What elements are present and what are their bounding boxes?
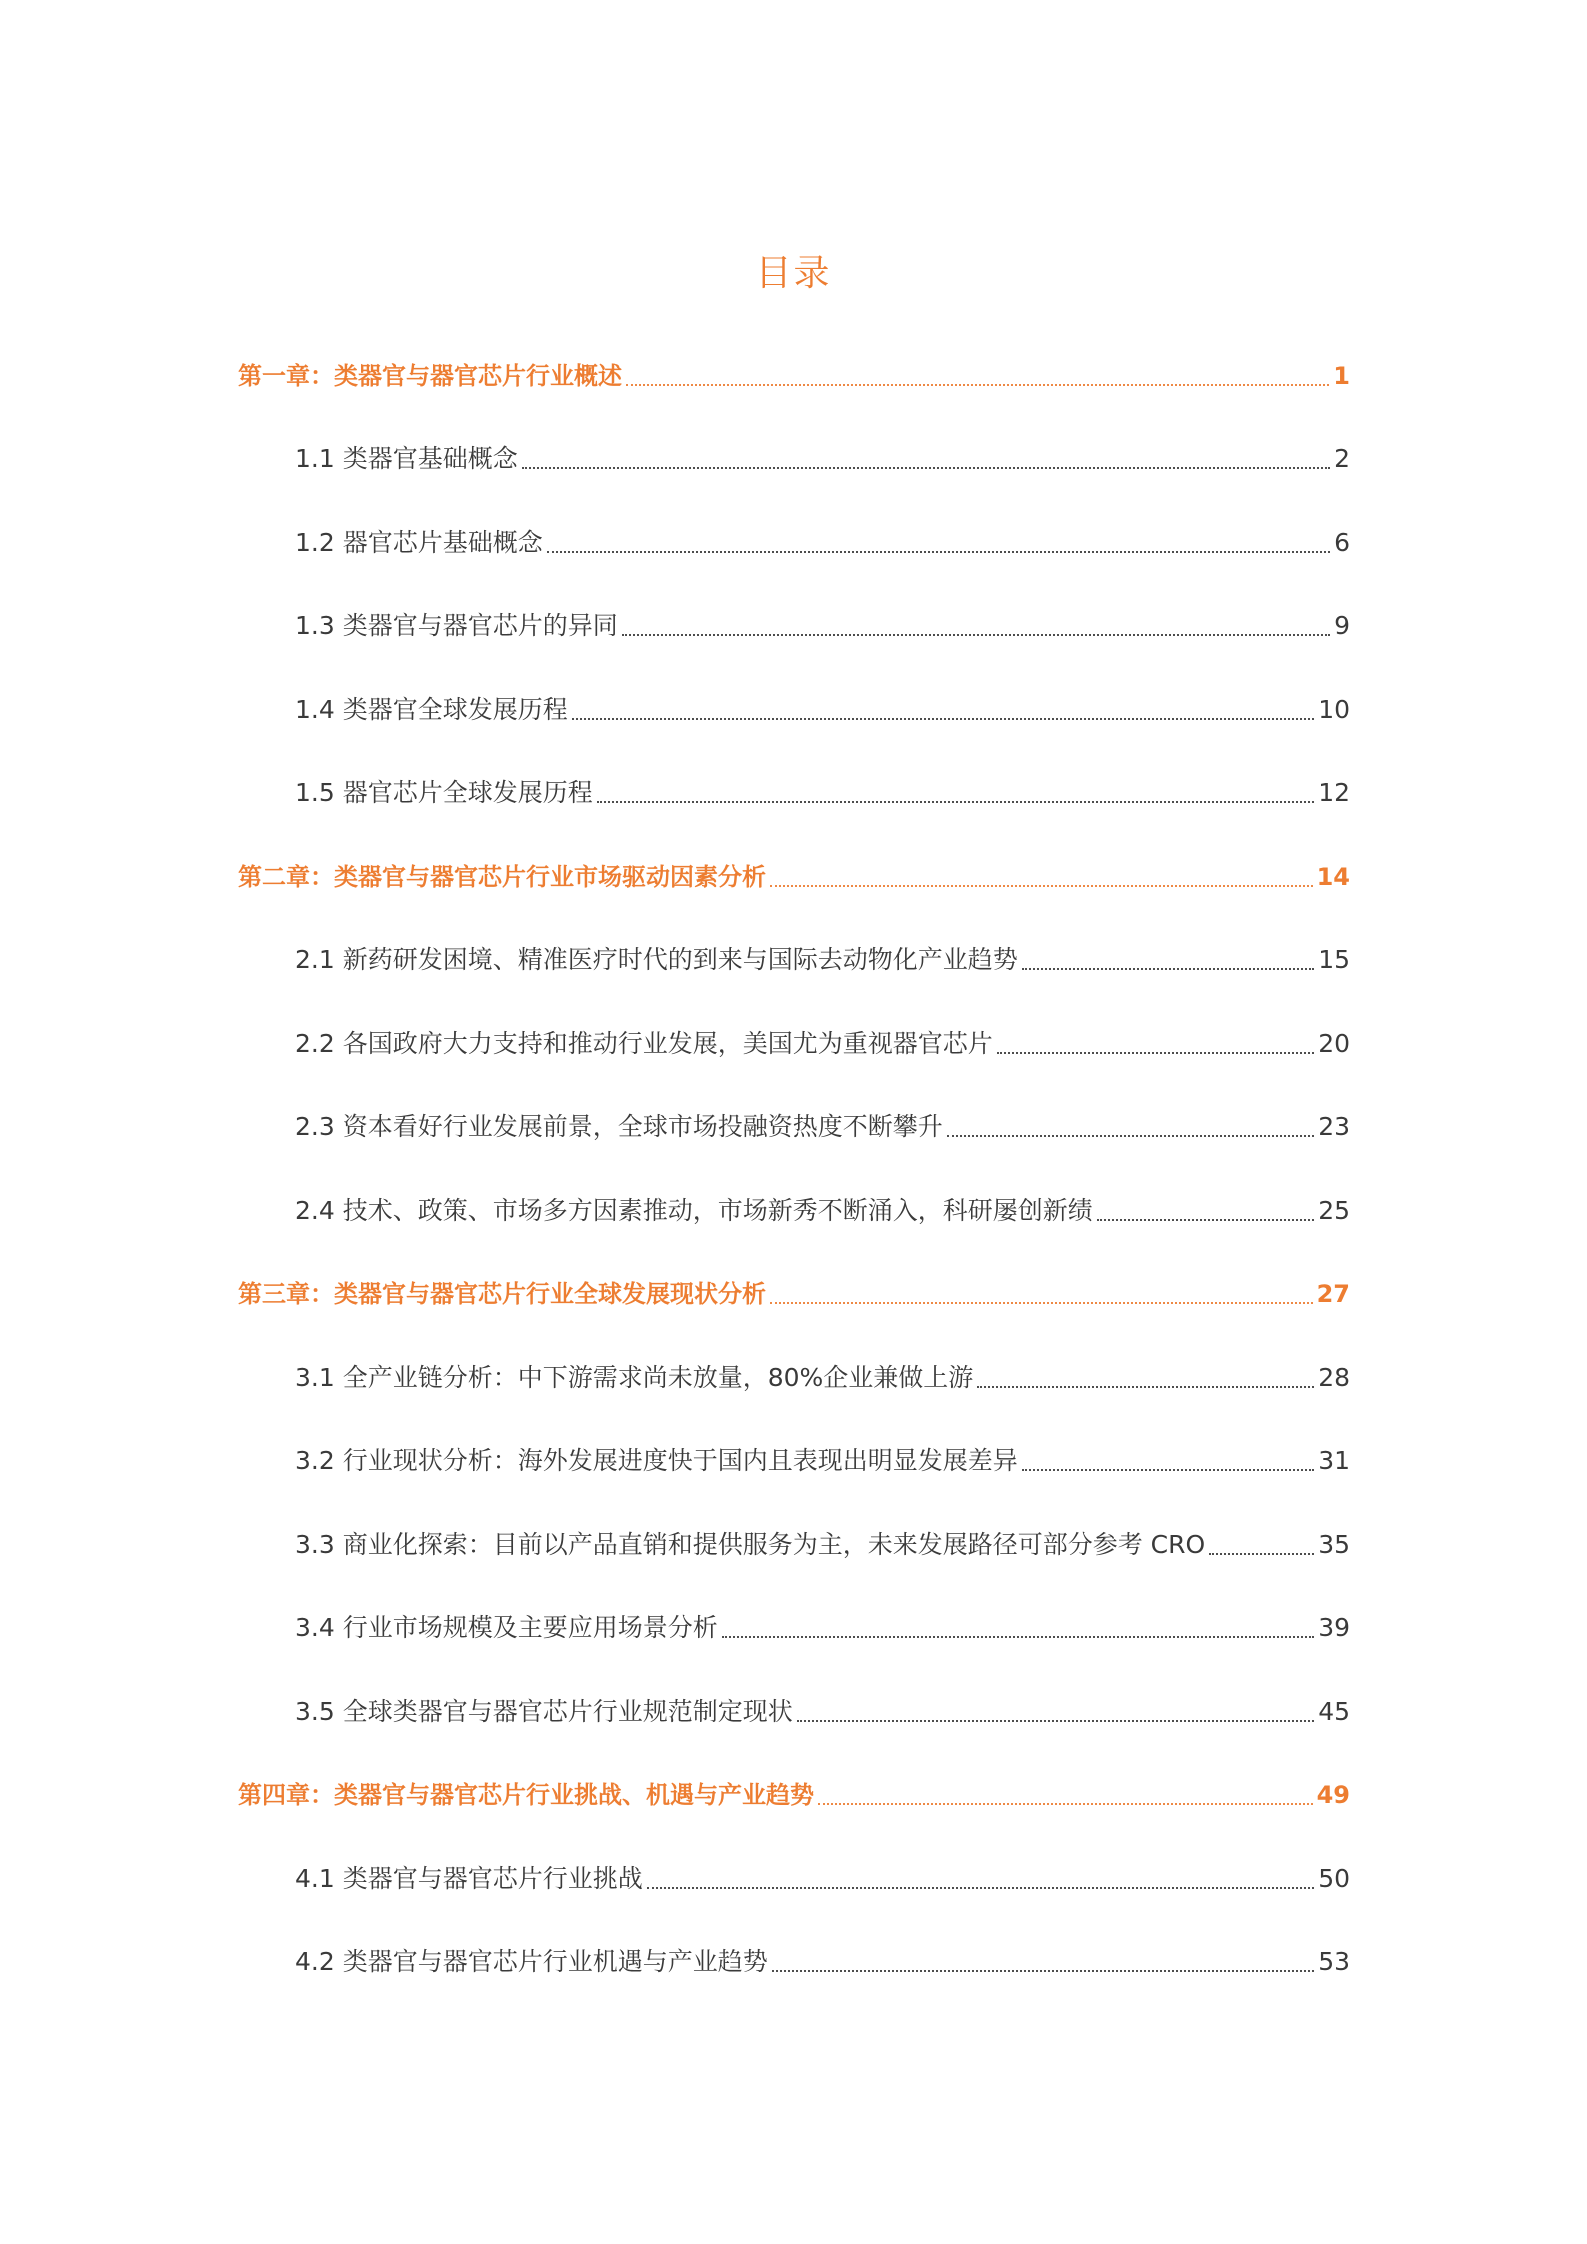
toc-page-number: 9	[1334, 611, 1350, 641]
toc-entry-label: 第二章：类器官与器官芯片行业市场驱动因素分析	[238, 862, 766, 891]
toc-section-entry[interactable]	[238, 585, 1350, 669]
toc-entry-label: 2.4 技术、政策、市场多方因素推动，市场新秀不断涌入，科研屡创新绩	[295, 1195, 1093, 1225]
toc-section-entry[interactable]	[238, 1420, 1350, 1504]
toc-section-entry[interactable]	[238, 1336, 1350, 1420]
toc-dot-leader	[722, 1636, 1314, 1638]
toc-entry-label: 3.3 商业化探索：目前以产品直销和提供服务为主，未来发展路径可部分参考 CRO	[295, 1529, 1206, 1559]
toc-dot-leader	[1022, 968, 1314, 970]
toc-dot-leader	[572, 718, 1314, 720]
toc-section-entry[interactable]	[238, 668, 1350, 752]
toc-page-number: 1	[1333, 361, 1350, 390]
toc-dot-leader	[522, 467, 1330, 469]
toc-dot-leader	[1097, 1219, 1314, 1221]
toc-entry-label: 2.2 各国政府大力支持和推动行业发展，美国尤为重视器官芯片	[295, 1028, 993, 1058]
toc-dot-leader	[977, 1386, 1314, 1388]
toc-section-entry[interactable]	[238, 418, 1350, 502]
toc-page-number: 6	[1334, 527, 1350, 557]
toc-section-entry[interactable]	[238, 1503, 1350, 1587]
toc-entry-label: 第三章：类器官与器官芯片行业全球发展现状分析	[238, 1280, 766, 1309]
toc-dot-leader	[622, 634, 1330, 636]
toc-dot-leader	[597, 801, 1314, 803]
toc-entry-label: 第四章：类器官与器官芯片行业挑战、机遇与产业趋势	[238, 1781, 814, 1810]
toc-page-number: 35	[1318, 1529, 1350, 1559]
toc-dot-leader	[947, 1135, 1314, 1137]
toc-page-number: 28	[1318, 1362, 1350, 1392]
page-title: 目录	[755, 253, 832, 294]
toc-chapter-entry[interactable]	[238, 835, 1350, 919]
toc-page-number: 14	[1316, 862, 1350, 891]
toc-entry-label: 1.5 器官芯片全球发展历程	[295, 778, 593, 808]
toc-section-entry[interactable]	[238, 1587, 1350, 1671]
table-of-contents	[238, 334, 1350, 2004]
toc-entry-label: 3.5 全球类器官与器官芯片行业规范制定现状	[295, 1696, 793, 1726]
toc-chapter-entry[interactable]	[238, 1754, 1350, 1838]
toc-section-entry[interactable]	[238, 1670, 1350, 1754]
toc-dot-leader	[772, 1970, 1314, 1972]
toc-entry-label: 3.1 全产业链分析：中下游需求尚未放量，80%企业兼做上游	[295, 1362, 974, 1392]
toc-dot-leader	[997, 1052, 1314, 1054]
toc-page-number: 45	[1318, 1696, 1350, 1726]
toc-section-entry[interactable]	[238, 1002, 1350, 1086]
toc-dot-leader	[797, 1720, 1314, 1722]
toc-section-entry[interactable]	[238, 1837, 1350, 1921]
toc-page-number: 25	[1318, 1195, 1350, 1225]
toc-page-number: 15	[1318, 945, 1350, 975]
toc-entry-label: 4.2 类器官与器官芯片行业机遇与产业趋势	[295, 1947, 768, 1977]
toc-page-number: 39	[1318, 1613, 1350, 1643]
toc-dot-leader	[626, 384, 1329, 386]
toc-section-entry[interactable]	[238, 1169, 1350, 1253]
toc-section-entry[interactable]	[238, 501, 1350, 585]
toc-dot-leader	[818, 1803, 1313, 1805]
toc-entry-label: 2.1 新药研发困境、精准医疗时代的到来与国际去动物化产业趋势	[295, 945, 1018, 975]
toc-dot-leader	[770, 1302, 1313, 1304]
toc-page-number: 23	[1318, 1112, 1350, 1142]
toc-section-entry[interactable]	[238, 919, 1350, 1003]
toc-entry-label: 1.4 类器官全球发展历程	[295, 694, 568, 724]
toc-entry-label: 1.3 类器官与器官芯片的异同	[295, 611, 618, 641]
toc-section-entry[interactable]	[238, 1921, 1350, 2005]
toc-entry-label: 1.2 器官芯片基础概念	[295, 527, 543, 557]
toc-chapter-entry[interactable]	[238, 334, 1350, 418]
toc-entry-label: 2.3 资本看好行业发展前景，全球市场投融资热度不断攀升	[295, 1112, 943, 1142]
toc-dot-leader	[647, 1887, 1314, 1889]
toc-dot-leader	[1022, 1469, 1314, 1471]
toc-page-number: 20	[1318, 1028, 1350, 1058]
toc-page-number: 2	[1334, 444, 1350, 474]
toc-entry-label: 第一章：类器官与器官芯片行业概述	[238, 361, 622, 390]
toc-section-entry[interactable]	[238, 1086, 1350, 1170]
toc-entry-label: 4.1 类器官与器官芯片行业挑战	[295, 1863, 643, 1893]
toc-page-number: 50	[1318, 1863, 1350, 1893]
toc-page-number: 10	[1318, 694, 1350, 724]
toc-entry-label: 3.2 行业现状分析：海外发展进度快于国内且表现出明显发展差异	[295, 1446, 1018, 1476]
toc-dot-leader	[770, 885, 1313, 887]
toc-chapter-entry[interactable]	[238, 1253, 1350, 1337]
toc-entry-label: 1.1 类器官基础概念	[295, 444, 518, 474]
toc-section-entry[interactable]	[238, 752, 1350, 836]
toc-page-number: 49	[1316, 1781, 1350, 1810]
toc-page-number: 12	[1318, 778, 1350, 808]
toc-page-number: 27	[1316, 1280, 1350, 1309]
toc-dot-leader	[547, 551, 1330, 553]
toc-page-number: 31	[1318, 1446, 1350, 1476]
toc-dot-leader	[1209, 1553, 1314, 1555]
toc-entry-label: 3.4 行业市场规模及主要应用场景分析	[295, 1613, 718, 1643]
toc-page-number: 53	[1318, 1947, 1350, 1977]
